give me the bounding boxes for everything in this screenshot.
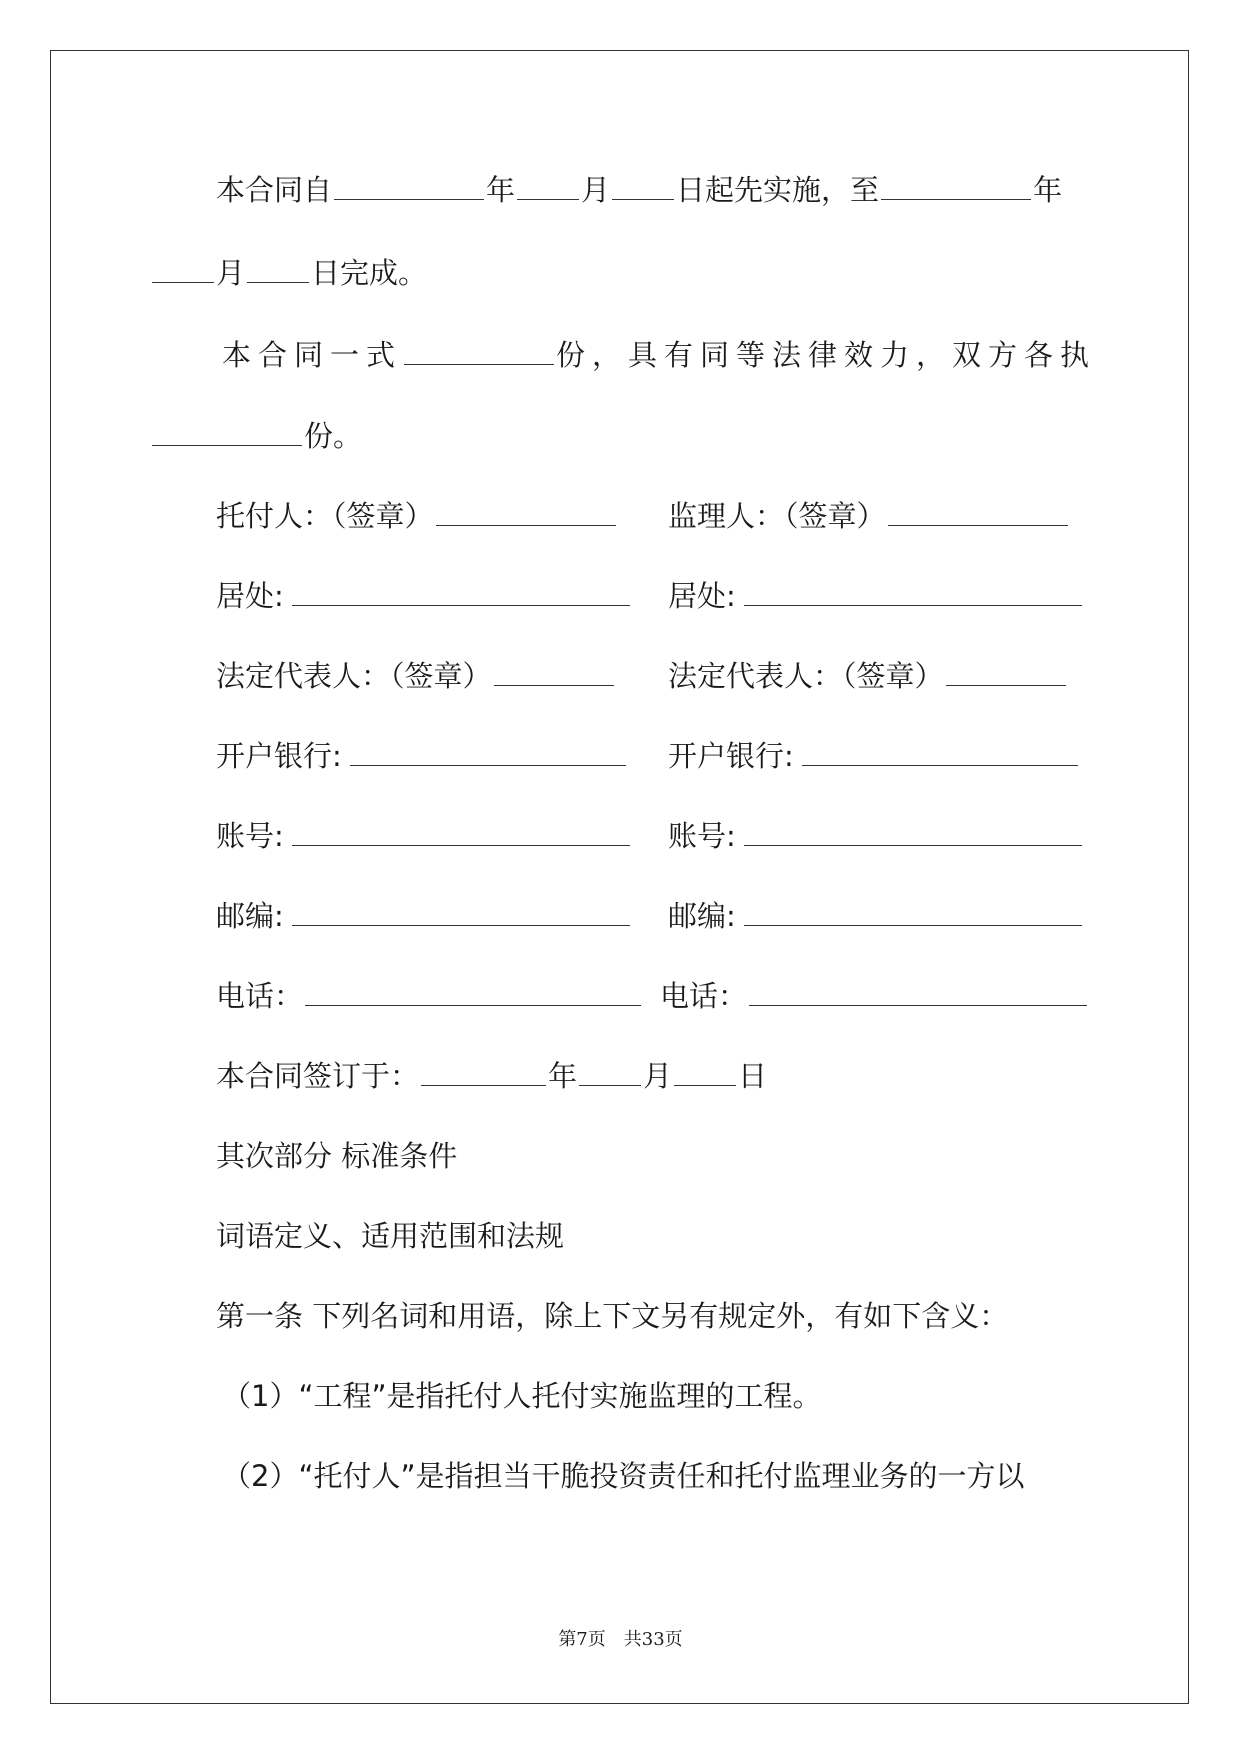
client-address-row (216, 576, 632, 616)
definition-item-2: （2）“托付人”是指担当干脆投资责任和托付监理业务的一方以 (222, 1459, 1025, 1493)
blank-end-day[interactable] (247, 254, 309, 283)
supervisor-postcode-field[interactable] (744, 897, 1082, 926)
section-title: 其次部分 标准条件 (216, 1139, 458, 1173)
blank-signed-month[interactable] (579, 1057, 641, 1086)
blank-copies-each[interactable] (152, 417, 302, 446)
client-account-field[interactable] (292, 817, 630, 846)
text-segment: 本合同自 (216, 173, 333, 207)
contract-period-line-1 (216, 170, 1062, 210)
client-postcode-field[interactable] (292, 897, 630, 926)
page-number-footer: 第7页 共33页 (558, 1629, 683, 1650)
supervisor-signature-row (668, 496, 1070, 536)
text-segment: 本合同一式 (222, 338, 403, 372)
blank-signed-year[interactable] (421, 1057, 546, 1086)
text-segment: 月 (581, 173, 611, 207)
blank-signed-day[interactable] (674, 1057, 736, 1086)
text-segment: 月 (643, 1059, 673, 1093)
field-label: 监理人：（签章） (668, 499, 886, 533)
client-signature-field[interactable] (436, 497, 616, 526)
client-bank-field[interactable] (350, 737, 626, 766)
client-legal-rep-field[interactable] (494, 657, 614, 686)
text-segment: 日 (738, 1059, 768, 1093)
copies-line-2 (150, 416, 362, 456)
supervisor-account-row (668, 816, 1084, 856)
client-phone-field[interactable] (305, 977, 641, 1006)
field-label: 账号: (668, 819, 736, 853)
article-1-text: 第一条 下列名词和用语，除上下文另有规定外，有如下含义： (216, 1299, 1009, 1333)
client-signature-row (216, 496, 618, 536)
blank-start-month[interactable] (517, 171, 579, 200)
subsection-title: 词语定义、适用范围和法规 (216, 1219, 565, 1253)
blank-start-day[interactable] (612, 171, 674, 200)
client-phone-row (216, 976, 643, 1016)
supervisor-bank-field[interactable] (802, 737, 1078, 766)
client-legal-rep-row (216, 656, 616, 696)
text-segment: 本合同签订于： (216, 1059, 420, 1093)
field-label: 邮编: (216, 899, 284, 933)
supervisor-legal-rep-field[interactable] (946, 657, 1066, 686)
client-postcode-row (216, 896, 632, 936)
signed-date-line (216, 1056, 767, 1096)
contract-period-line-2 (150, 253, 427, 293)
field-label: 开户银行: (216, 739, 342, 773)
definition-item-1: （1）“工程”是指托付人托付实施监理的工程。 (222, 1379, 822, 1413)
supervisor-postcode-row (668, 896, 1084, 936)
supervisor-address-row (668, 576, 1084, 616)
client-bank-row (216, 736, 628, 776)
blank-end-month[interactable] (152, 254, 214, 283)
client-address-field[interactable] (292, 577, 630, 606)
blank-copies-total[interactable] (404, 336, 554, 365)
field-label: 法定代表人：（签章） (668, 659, 944, 693)
text-segment: 份，具有同等法律效力，双方各执 (556, 338, 1097, 372)
field-label: 电话： (660, 979, 748, 1013)
supervisor-phone-row (660, 976, 1089, 1016)
client-account-row (216, 816, 632, 856)
supervisor-legal-rep-row (668, 656, 1068, 696)
text-segment: 日完成。 (311, 256, 428, 290)
blank-end-year[interactable] (881, 171, 1031, 200)
supervisor-phone-field[interactable] (749, 977, 1087, 1006)
text-segment: 日起先实施，至 (676, 173, 880, 207)
supervisor-address-field[interactable] (744, 577, 1082, 606)
field-label: 开户银行: (668, 739, 794, 773)
field-label: 电话： (216, 979, 304, 1013)
field-label: 居处: (216, 579, 284, 613)
copies-line-1 (222, 335, 1096, 375)
text-segment: 年 (1033, 173, 1063, 207)
field-label: 居处: (668, 579, 736, 613)
field-label: 法定代表人：（签章） (216, 659, 492, 693)
text-segment: 月 (216, 256, 246, 290)
field-label: 账号: (216, 819, 284, 853)
text-segment: 年 (548, 1059, 578, 1093)
supervisor-account-field[interactable] (744, 817, 1082, 846)
text-segment: 年 (486, 173, 516, 207)
field-label: 托付人：（签章） (216, 499, 434, 533)
supervisor-bank-row (668, 736, 1080, 776)
supervisor-signature-field[interactable] (888, 497, 1068, 526)
text-segment: 份。 (304, 419, 363, 453)
blank-start-year[interactable] (334, 171, 484, 200)
field-label: 邮编: (668, 899, 736, 933)
